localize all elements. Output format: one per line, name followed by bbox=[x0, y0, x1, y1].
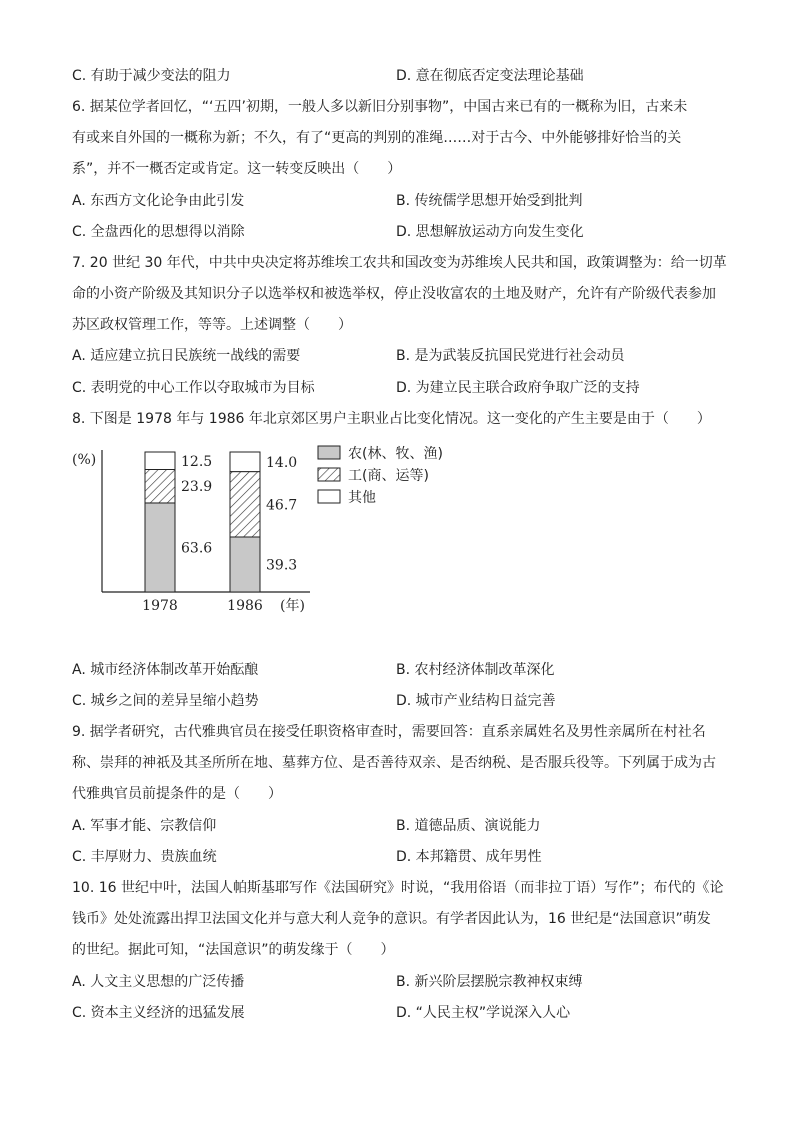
q6-stem-line1: 6. 据某位学者回忆，“‘五四’初期，一般人多以新旧分别事物”，中国古来已有的一概称为旧，古来未 bbox=[72, 99, 688, 115]
bar-segment-1978-2 bbox=[145, 452, 175, 470]
legend-swatch-1 bbox=[318, 468, 340, 481]
bar-segment-1986-2 bbox=[230, 452, 260, 472]
q8-option-a: A. 城市经济体制改革开始酝酿 bbox=[72, 662, 259, 678]
q9-stem-line3: 代雅典官员前提条件的是（ ） bbox=[72, 786, 282, 802]
legend-label-2: 其他 bbox=[348, 490, 376, 506]
q10-stem-line3: 的世纪。据此可知，“法国意识”的萌发缘于（ ） bbox=[72, 942, 395, 958]
q6-option-b: B. 传统儒学思想开始受到批判 bbox=[396, 193, 583, 209]
x-tick-label-1978: 1978 bbox=[142, 598, 178, 614]
q9-stem-line2: 称、崇拜的神祇及其圣所所在地、墓葬方位、是否善待双亲、是否纳税、是否服兵役等。下列属于成为古 bbox=[72, 755, 716, 771]
bar-segment-1986-0 bbox=[230, 537, 260, 592]
q5-option-c: C. 有助于减少变法的阻力 bbox=[72, 68, 231, 84]
q6-stem-line2: 有或来自外国的一概称为新；不久，有了“更高的判别的准绳……对于古今、中外能够排好恰当的关 bbox=[72, 130, 682, 146]
bar-segment-1978-0 bbox=[145, 503, 175, 592]
y-axis-label: (%) bbox=[72, 452, 97, 468]
q9-option-a: A. 军事才能、宗教信仰 bbox=[72, 818, 217, 834]
q7-option-b: B. 是为武装反抗国民党进行社会动员 bbox=[396, 348, 625, 364]
q6-stem-line3: 系”，并不一概否定或肯定。这一转变反映出（ ） bbox=[72, 161, 402, 177]
legend-label-0: 农(林、牧、渔) bbox=[348, 446, 443, 462]
q10-option-c: C. 资本主义经济的迅猛发展 bbox=[72, 1005, 245, 1021]
q6-option-d: D. 思想解放运动方向发生变化 bbox=[396, 224, 584, 240]
data-label-1986-1: 46.7 bbox=[266, 497, 298, 514]
q9-option-b: B. 道德品质、演说能力 bbox=[396, 818, 541, 834]
data-label-1978-1: 23.9 bbox=[181, 479, 213, 496]
q10-stem-line1: 10. 16 世纪中叶，法国人帕斯基耶写作《法国研究》时说，“我用俗语（而非拉丁语）写作”；布代的《论 bbox=[72, 880, 724, 896]
q7-stem-line1: 7. 20 世纪 30 年代，中共中央决定将苏维埃工农共和国改变为苏维埃人民共和国，政策调整为：给一切革 bbox=[72, 255, 727, 271]
q8-option-d: D. 城市产业结构日益完善 bbox=[396, 693, 556, 709]
bar-segment-1986-1 bbox=[230, 472, 260, 537]
occupation-stacked-bar-chart bbox=[60, 440, 480, 620]
q9-option-c: C. 丰厚财力、贵族血统 bbox=[72, 849, 217, 865]
q7-stem-line2: 命的小资产阶级及其知识分子以选举权和被选举权，停止没收富农的土地及财产，允许有产阶级代表参加 bbox=[72, 286, 716, 302]
q6-option-a: A. 东西方文化论争由此引发 bbox=[72, 193, 245, 209]
x-axis-label: (年) bbox=[280, 598, 305, 614]
data-label-1978-2: 12.5 bbox=[181, 453, 213, 470]
data-label-1986-2: 14.0 bbox=[266, 454, 298, 471]
q10-option-b: B. 新兴阶层摆脱宗教神权束缚 bbox=[396, 974, 583, 990]
q10-option-a: A. 人文主义思想的广泛传播 bbox=[72, 974, 245, 990]
data-label-1978-0: 63.6 bbox=[181, 540, 213, 557]
legend-label-1: 工(商、运等) bbox=[348, 468, 429, 484]
bar-segment-1978-1 bbox=[145, 470, 175, 503]
q10-stem-line2: 钱币》处处流露出捍卫法国文化并与意大利人竞争的意识。有学者因此认为，16 世纪是“法国意识”萌发 bbox=[72, 911, 711, 927]
q8-stem: 8. 下图是 1978 年与 1986 年北京郊区男户主职业占比变化情况。这一变化的产生主要是由于（ ） bbox=[72, 411, 711, 427]
q9-stem-line1: 9. 据学者研究，古代雅典官员在接受任职资格审查时，需要回答：直系亲属姓名及男性亲属所在村社名 bbox=[72, 724, 706, 740]
x-tick-label-1986: 1986 bbox=[227, 598, 263, 614]
q6-option-c: C. 全盘西化的思想得以消除 bbox=[72, 224, 245, 240]
q9-option-d: D. 本邦籍贯、成年男性 bbox=[396, 849, 542, 865]
q10-option-d: D. “人民主权”学说深入人心 bbox=[396, 1005, 571, 1021]
data-label-1986-0: 39.3 bbox=[266, 557, 298, 574]
legend-swatch-2 bbox=[318, 490, 340, 503]
q5-option-d: D. 意在彻底否定变法理论基础 bbox=[396, 68, 584, 84]
q8-option-c: C. 城乡之间的差异呈缩小趋势 bbox=[72, 693, 259, 709]
q7-option-d: D. 为建立民主联合政府争取广泛的支持 bbox=[396, 380, 640, 396]
legend-swatch-0 bbox=[318, 446, 340, 459]
q8-option-b: B. 农村经济体制改革深化 bbox=[396, 662, 555, 678]
q7-stem-line3: 苏区政权管理工作，等等。上述调整（ ） bbox=[72, 317, 352, 333]
q7-option-a: A. 适应建立抗日民族统一战线的需要 bbox=[72, 348, 301, 364]
q7-option-c: C. 表明党的中心工作以夺取城市为目标 bbox=[72, 380, 315, 396]
